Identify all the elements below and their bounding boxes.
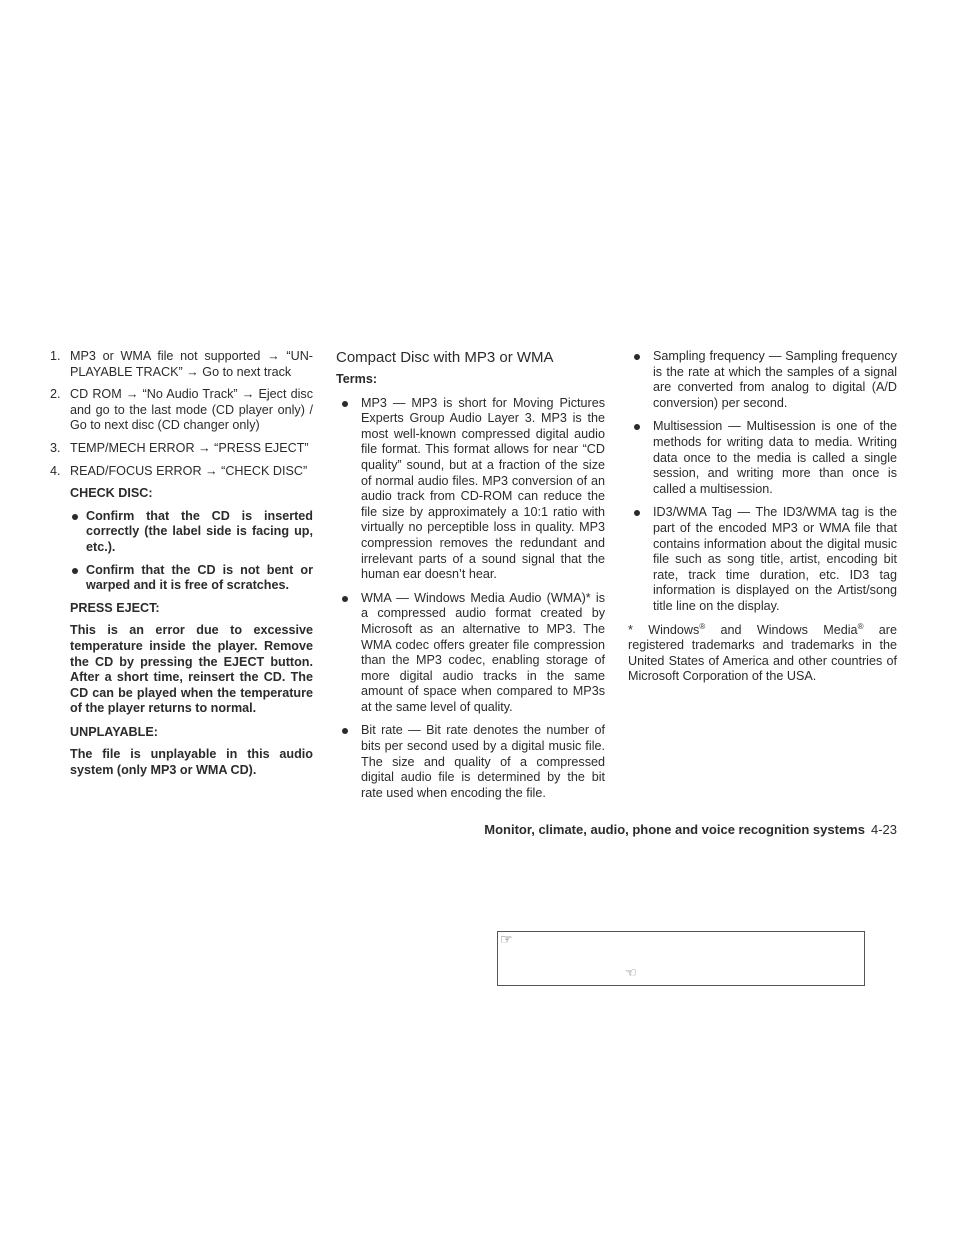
press-eject-text: This is an error due to excessive temperature inside the player. Remove the CD by pressing the EJECT button. After a short time, reinsert the CD. The CD can be played when the temperature of the player returns to normal.	[70, 623, 313, 716]
bullet-text: Bit rate — Bit rate denotes the number of bits per second used by a digital music file. The size and quality of a compressed digital audio file is determined by the bit rate used when encoding the file.	[361, 723, 605, 800]
footnote-text: are registered trademarks and trademarks in the United States of America and other countries of Microsoft Corporation of the USA.	[628, 622, 898, 684]
left-column	[50, 349, 313, 787]
bullet-icon	[634, 510, 640, 516]
terms-label: Terms:	[336, 372, 378, 386]
page-footer	[484, 822, 897, 838]
list-number: 2.	[50, 387, 61, 402]
bullet-text: Confirm that the CD is inserted correctly (the label side is facing up, etc.).	[86, 508, 313, 554]
check-disc-bullet	[70, 563, 313, 594]
bullet-text: MP3 — MP3 is short for Moving Pictures Experts Group Audio Layer 3. MP3 is the most well-known compressed digital audio file format. This format allows for near “CD quality” sound, but at a fraction of the size of normal audio files. MP3 conversion of an audio track from CD-ROM can reduce the file size by approximately a 10:1 ratio with virtually no perceptible loss in quality. MP3 compression removes the redundant and irrelevant parts of a sound signal that the human ear doesn’t hear.	[361, 395, 605, 582]
bullet-icon	[72, 514, 78, 520]
bullet-icon	[634, 424, 640, 430]
list-text: MP3 or WMA file not supported → “UN-PLAYABLE TRACK” → Go to next track	[70, 349, 313, 379]
registered-mark: ®	[857, 621, 864, 631]
bullet-text: ID3/WMA Tag — The ID3/WMA tag is the part of the encoded MP3 or WMA file that contains information about the digital music file such as song title, artist, encoding bit rate, track time duration, etc. ID3 tag information is displayed on the Artist/song title line on the display.	[653, 505, 897, 613]
press-eject-heading: PRESS EJECT:	[70, 600, 160, 615]
term-bullet	[336, 591, 605, 716]
list-text: READ/FOCUS ERROR → “CHECK DISC”	[70, 463, 308, 478]
registered-mark: ®	[699, 621, 706, 631]
bullet-icon	[634, 354, 640, 360]
list-text: TEMP/MECH ERROR → “PRESS EJECT”	[70, 440, 309, 455]
right-column	[628, 349, 897, 685]
bullet-text: Multisession — Multisession is one of the methods for writing data to media. Writing data once to the media is called a single session, and writing more than once is called a multisession.	[653, 419, 897, 496]
list-item	[50, 349, 313, 380]
trademark-footnote	[628, 623, 897, 685]
bullet-icon	[72, 568, 78, 574]
bullet-icon	[342, 596, 348, 602]
term-bullet	[628, 505, 897, 614]
section-title: Compact Disc with MP3 or WMA	[336, 349, 554, 366]
check-disc-heading: CHECK DISC:	[70, 486, 153, 501]
check-disc-bullet	[70, 509, 313, 556]
unplayable-heading: UNPLAYABLE:	[70, 724, 158, 739]
list-text: CD ROM → “No Audio Track” → Eject disc and go to the last mode (CD player only) / Go to next disc (CD changer only)	[70, 387, 313, 433]
page-number: 4-23	[870, 822, 897, 837]
bullet-icon	[342, 728, 348, 734]
footnote-text: and Windows Media	[705, 622, 858, 637]
footer-title: Monitor, climate, audio, phone and voice recognition systems	[484, 822, 865, 837]
pointing-hand-icon: ☞	[500, 931, 513, 947]
list-number: 3.	[50, 440, 61, 455]
term-bullet	[628, 349, 897, 411]
bullet-icon	[342, 401, 348, 407]
list-number: 4.	[50, 463, 61, 478]
middle-column	[336, 349, 605, 809]
bullet-text: WMA — Windows Media Audio (WMA)* is a compressed audio format created by Microsoft as an alternative to MP3. The WMA codec offers greater file compression than the MP3 codec, enabling storage of more digital audio tracks in the same amount of space when compared to MP3s at the same level of quality.	[361, 590, 605, 714]
term-bullet	[336, 723, 605, 801]
list-item	[50, 464, 313, 480]
term-bullet	[336, 396, 605, 583]
bullet-text: Confirm that the CD is not bent or warped and it is free of scratches.	[86, 562, 313, 593]
bullet-text: Sampling frequency — Sampling frequency is the rate at which the samples of a signal are converted from analog to digital (A/D conversion) per second.	[653, 349, 897, 410]
unplayable-text: The file is unplayable in this audio system (only MP3 or WMA CD).	[70, 747, 313, 778]
reference-box	[497, 931, 865, 986]
list-item	[50, 387, 313, 434]
list-item	[50, 441, 313, 457]
term-bullet	[628, 419, 897, 497]
list-number: 1.	[50, 349, 61, 363]
pointing-hand-icon: ☜	[625, 965, 637, 980]
footnote-text: * Windows	[628, 622, 700, 637]
